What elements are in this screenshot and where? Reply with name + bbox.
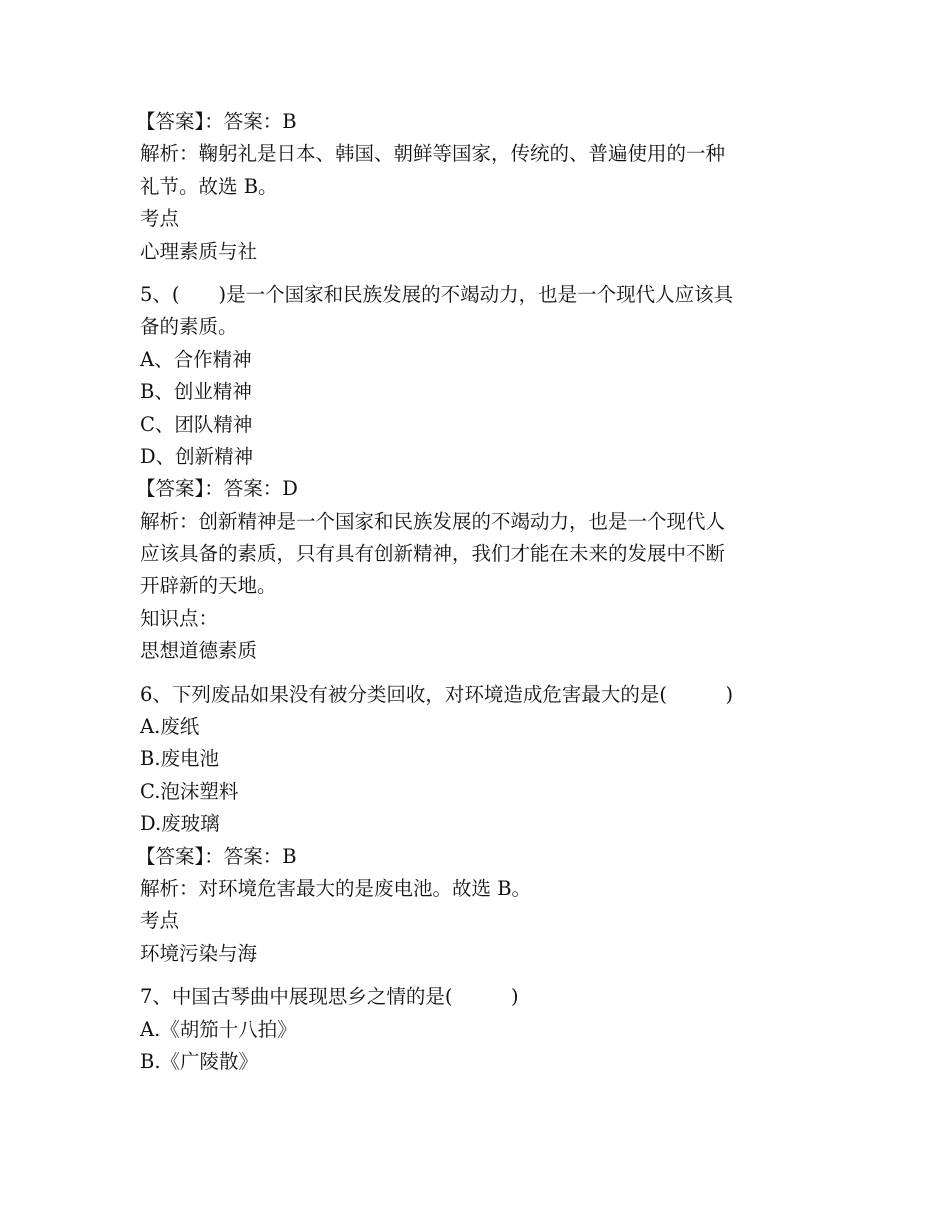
explanation-line: 礼节。故选 B。 <box>140 174 278 198</box>
explanation-line: 开辟新的天地。 <box>140 574 277 598</box>
question-text: 6、下列废品如果没有被分类回收，对环境造成危害最大的是( ) <box>140 682 734 706</box>
question-text: 备的素质。 <box>140 315 238 339</box>
option-a: A.废纸 <box>140 715 200 739</box>
question-block-5 <box>136 279 820 668</box>
answer-line: 【答案】：答案：B <box>136 110 297 133</box>
option-a: A.《胡笳十八拍》 <box>140 1017 297 1041</box>
tag-value: 思想道德素质 <box>140 639 258 663</box>
answer-tail-block <box>136 106 820 268</box>
explanation-line: 应该具备的素质，只有具有创新精神，我们才能在未来的发展中不断 <box>140 542 726 566</box>
option-d: D、创新精神 <box>140 444 254 468</box>
option-b: B.废电池 <box>140 747 220 771</box>
explanation-line: 解析：创新精神是一个国家和民族发展的不竭动力，也是一个现代人 <box>140 509 726 533</box>
question-text: 7、中国古琴曲中展现思乡之情的是( ) <box>140 985 519 1009</box>
question-text: 5、( )是一个国家和民族发展的不竭动力，也是一个现代人应该具 <box>140 282 734 306</box>
question-block-6 <box>136 679 820 971</box>
spacer <box>140 268 820 279</box>
tag-label: 考点 <box>140 207 180 231</box>
spacer <box>140 668 820 679</box>
document-page <box>136 106 820 1078</box>
explanation-line: 解析：对环境危害最大的是废电池。故选 B。 <box>140 876 532 900</box>
tag-label: 考点 <box>140 909 180 933</box>
option-b: B、创业精神 <box>140 380 252 404</box>
answer-line: 【答案】：答案：B <box>136 844 297 868</box>
option-d: D.废玻璃 <box>140 812 220 836</box>
tag-value: 环境污染与海 <box>140 941 258 965</box>
question-block-7 <box>140 981 820 1078</box>
spacer <box>140 970 820 981</box>
tag-label: 知识点： <box>140 606 219 630</box>
answer-line: 【答案】：答案：D <box>136 477 298 501</box>
option-c: C.泡沫塑料 <box>140 779 239 803</box>
explanation-line: 解析：鞠躬礼是日本、韩国、朝鲜等国家，传统的、普遍使用的一种 <box>140 142 726 166</box>
option-a: A、合作精神 <box>140 347 252 371</box>
option-c: C、团队精神 <box>140 412 253 436</box>
tag-value: 心理素质与社 <box>140 239 258 263</box>
option-b: B.《广陵散》 <box>140 1049 259 1073</box>
